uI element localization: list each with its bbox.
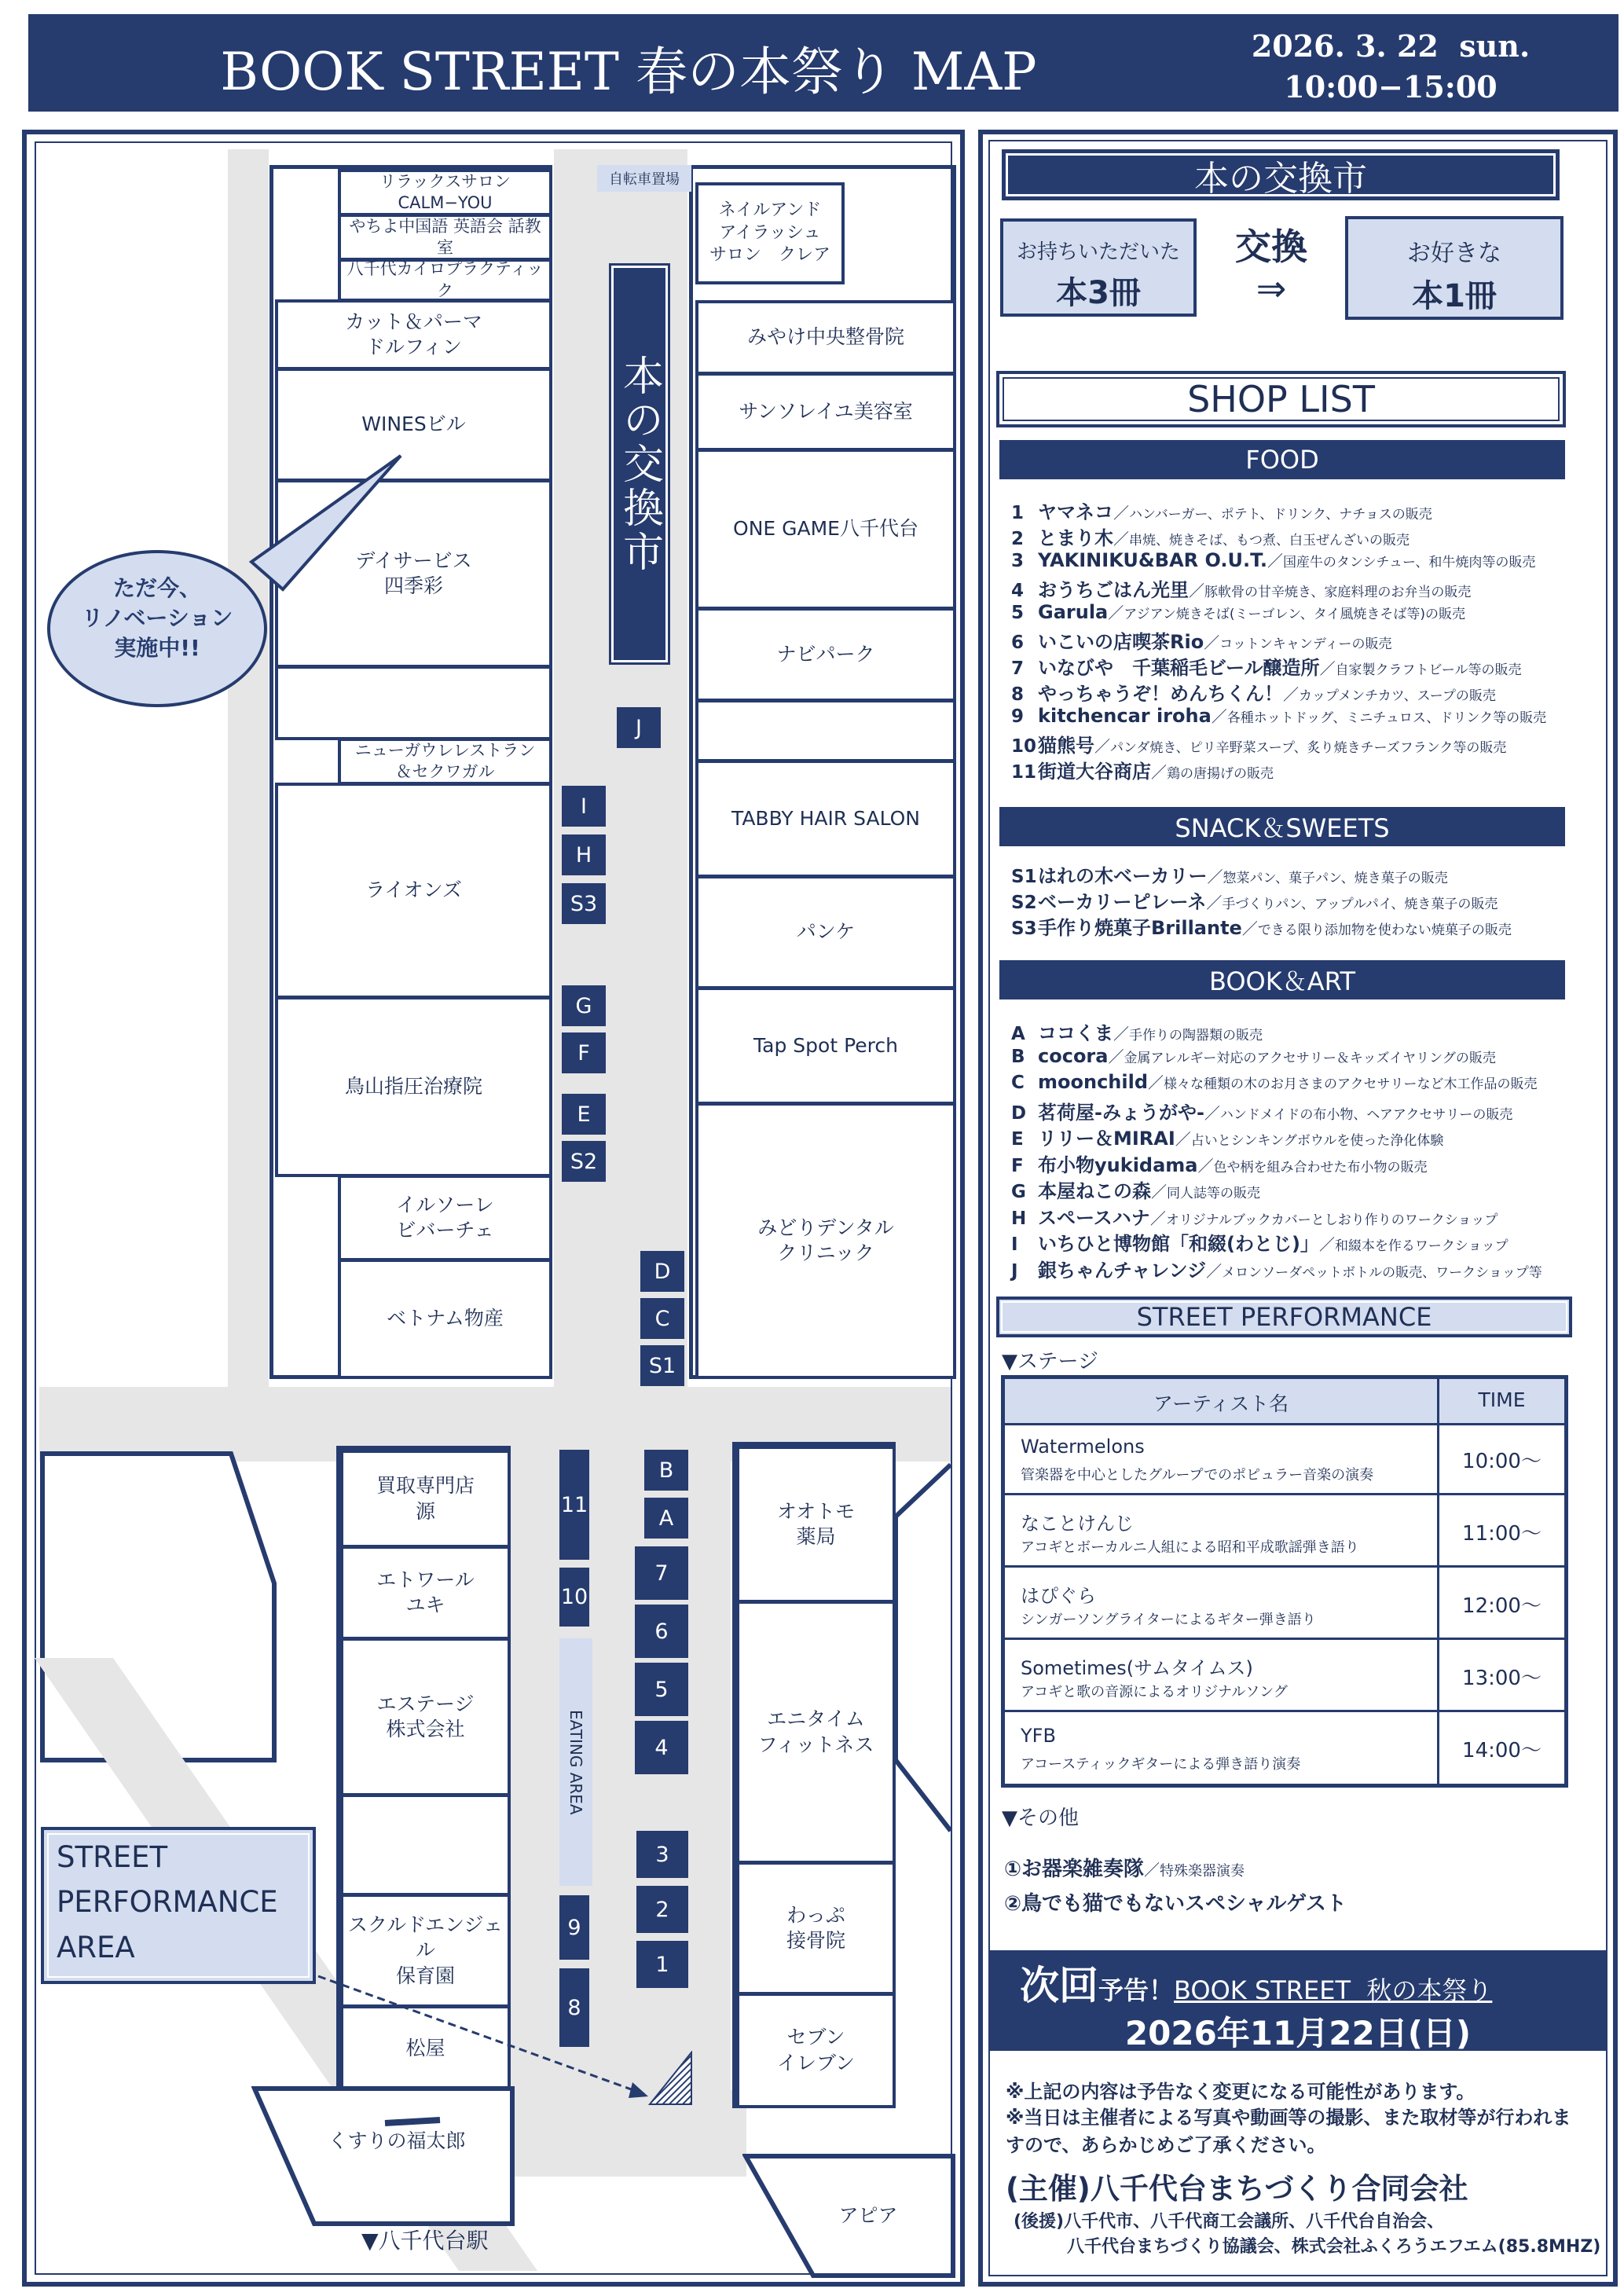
food-item <box>1011 704 1546 727</box>
item-name: 猫熊号 <box>1038 735 1094 757</box>
stage-row <box>1005 1640 1564 1712</box>
food-item <box>1011 548 1535 571</box>
stage-time: 13:00〜 <box>1462 1667 1542 1690</box>
marker-s3: S3 <box>562 883 606 924</box>
item-name: 手作り焼菓子Brillante <box>1038 917 1242 939</box>
item-number: 9 <box>1011 706 1025 727</box>
snack-item <box>1011 912 1512 940</box>
food-item <box>1011 626 1392 654</box>
stage-artist: Sometimes(サムタイムス) <box>1021 1657 1253 1679</box>
book-exchange-sign <box>611 266 668 662</box>
stage-desc: 管楽器を中心としたグループでのポピュラー音楽の演奏 <box>1021 1467 1374 1484</box>
renovation-bubble-text: ただ今、 リノベーション 実施中!! <box>81 575 233 661</box>
item-desc: 豚軟骨の甘辛焼き、家庭料理のお弁当の販売 <box>1204 585 1472 600</box>
food-item <box>1011 600 1465 623</box>
item-separator: ／ <box>1204 1103 1220 1123</box>
item-separator: ／ <box>1283 685 1299 704</box>
stage-row <box>1005 1712 1564 1784</box>
exchange-right-top: お好きな <box>1407 240 1501 267</box>
shop-tap-spot: Tap Spot Perch <box>695 987 956 1105</box>
marker-g: G <box>562 985 606 1026</box>
item-name: cocora <box>1038 1044 1109 1067</box>
stage-table <box>1001 1375 1568 1788</box>
item-desc: ハンバーガー、ポテト、ドリンク、ナチョスの販売 <box>1129 507 1432 523</box>
item-name: YAKINIKU&BAR O.U.T. <box>1038 549 1267 571</box>
item-number: E <box>1011 1129 1024 1150</box>
exchange-right-main: 本1冊 <box>1412 278 1497 314</box>
item-name: 街道大谷商店 <box>1038 761 1151 783</box>
next-notice: 予告！ <box>1098 1975 1175 2005</box>
shop-etoile: エトワール ユキ <box>340 1546 511 1640</box>
shop-matsuya: 松屋 <box>340 2005 511 2092</box>
shop-chiropractic: 八千代カイロプラクティック <box>338 259 552 302</box>
page-title: BOOK STREET 春の本祭り MAP <box>220 41 1037 102</box>
snack-item <box>1011 886 1498 914</box>
item-separator: ／ <box>1206 1261 1223 1281</box>
item-name: いちひと博物館「和綴(わとじ)」 <box>1038 1233 1319 1255</box>
road-left-vertical <box>228 149 269 1391</box>
item-desc: 惣菜パン、菓子パン、焼き菓子の販売 <box>1223 871 1448 886</box>
stage-row <box>1005 1495 1564 1568</box>
shop-ootomo: オオトモ 薬局 <box>736 1446 896 1603</box>
item-desc: 占いとシンキングボウルを使った浄化体験 <box>1190 1133 1444 1149</box>
item-name: 銀ちゃんチャレンジ <box>1038 1259 1207 1282</box>
book-item <box>1011 1150 1428 1177</box>
stage-artist: YFB <box>1021 1725 1056 1747</box>
marker-a: A <box>644 1498 688 1539</box>
other-item-1-name: ①お器楽雑奏隊 <box>1004 1858 1145 1881</box>
item-desc: 鶏の唐揚げの販売 <box>1167 766 1274 782</box>
book-item <box>1011 1097 1512 1124</box>
other-item-1-desc: 特殊楽器演奏 <box>1160 1863 1245 1880</box>
shop-navipark: ナビパーク <box>695 607 956 702</box>
shop-toriyama: 鳥山指圧治療院 <box>275 996 552 1177</box>
marker-7: 7 <box>635 1546 688 1600</box>
item-separator: ／ <box>1094 737 1110 756</box>
shop-apia: アピア <box>838 2204 898 2227</box>
item-number: 5 <box>1011 603 1025 623</box>
eating-area-label: EATING AREA <box>566 1709 585 1815</box>
book-item <box>1011 1018 1263 1045</box>
item-desc: 和綴本を作るワークショップ <box>1334 1238 1509 1254</box>
item-name: いなびや 千葉稲毛ビール醸造所 <box>1038 657 1320 679</box>
event-date: 2026. 3. 22 sun. <box>1251 28 1531 64</box>
item-number: F <box>1011 1155 1024 1176</box>
item-separator: ／ <box>1204 633 1220 652</box>
next-event-line1 <box>1020 1954 1601 2008</box>
item-separator: ／ <box>1241 919 1258 938</box>
item-number: H <box>1011 1208 1027 1229</box>
item-desc: 同人誌等の販売 <box>1167 1186 1260 1201</box>
marker-s2: S2 <box>562 1141 606 1182</box>
exchange-right-box <box>1345 216 1564 320</box>
other-item-1-sep: ／ <box>1144 1861 1160 1880</box>
item-number: 6 <box>1011 633 1025 653</box>
snack-item <box>1011 860 1448 888</box>
exchange-arrow: ⇒ <box>1256 267 1287 310</box>
item-number: S1 <box>1011 867 1037 887</box>
station-label: ▼八千代台駅 <box>361 2228 489 2254</box>
shop-list-title: SHOP LIST <box>996 371 1566 427</box>
item-number: 10 <box>1011 736 1037 757</box>
food-item <box>1011 523 1410 550</box>
book-item <box>1011 1202 1498 1230</box>
stage-time: 12:00〜 <box>1462 1594 1542 1618</box>
book-item <box>1011 1123 1443 1150</box>
stage-artist: はぴぐら <box>1021 1585 1096 1607</box>
item-separator: ／ <box>1113 530 1129 548</box>
item-name: kitchencar iroha <box>1038 705 1212 727</box>
item-name: やっちゃうぞ！めんちくん！ <box>1038 683 1283 705</box>
item-desc: できる限り添加物を使わない焼菓子の販売 <box>1257 922 1512 938</box>
item-number: 11 <box>1011 762 1037 783</box>
item-separator: ／ <box>1211 707 1227 726</box>
item-name: moonchild <box>1038 1071 1149 1093</box>
shop-midori-dental: みどりデンタル クリニック <box>695 1102 956 1379</box>
stage-desc: シンガーソングライターによるギター弾き語り <box>1021 1612 1316 1628</box>
item-separator: ／ <box>1189 581 1204 600</box>
stage-desc: アコースティックギターによる弾き語り演奏 <box>1021 1756 1301 1773</box>
shop-lions: ライオンズ <box>275 783 552 999</box>
shop-il-sole: イルソーレ ビバーチェ <box>338 1175 552 1261</box>
item-desc: パンダ焼き、ピリ辛野菜スープ、炙り焼きチーズフランク等の販売 <box>1110 740 1507 756</box>
food-item <box>1011 652 1522 680</box>
marker-e: E <box>562 1094 606 1135</box>
item-number: S2 <box>1011 893 1037 913</box>
shop-newgaure-restaurant: ニューガウレレストラン ＆セクワガル <box>338 738 552 785</box>
note-1: ※上記の内容は予告なく変更になる可能性があります。 <box>1006 2081 1476 2103</box>
item-desc: ハンドメイドの布小物、ヘアアクセサリーの販売 <box>1219 1106 1513 1123</box>
eating-area <box>559 1638 592 1886</box>
item-number: 1 <box>1011 503 1025 523</box>
item-separator: ／ <box>1113 504 1129 523</box>
shop-skuld: スクルドエンジェル 保育園 <box>340 1894 511 2008</box>
book-item <box>1011 1070 1538 1093</box>
item-desc: メロンソーダペットボトルの販売、ワークショップ等 <box>1222 1264 1542 1281</box>
shop-miyake: みやけ中央整骨院 <box>695 300 956 375</box>
item-number: D <box>1011 1102 1027 1124</box>
shop-vietnam: ベトナム物産 <box>338 1259 552 1379</box>
item-name: おうちごはん光里 <box>1038 579 1189 601</box>
item-desc: 手作りの陶器類の販売 <box>1129 1028 1263 1043</box>
shop-fukutaro: くすりの福太郎 <box>328 2129 466 2152</box>
exchange-left-main: 本3冊 <box>1056 275 1141 311</box>
event-time: 10:00−15:00 <box>1284 69 1498 105</box>
item-number: 7 <box>1011 658 1025 679</box>
next-event-date: 2026年11月22日(日) <box>1124 2014 1472 2052</box>
other-item-2 <box>1004 1887 1554 1916</box>
item-desc: 金属アレルギー対応のアクセサリー＆キッズイヤリングの販売 <box>1124 1050 1496 1066</box>
marker-3: 3 <box>636 1831 688 1878</box>
item-separator: ／ <box>1108 1047 1124 1066</box>
marker-2: 2 <box>636 1886 688 1933</box>
item-separator: ／ <box>1207 867 1223 886</box>
next-big: 次回 <box>1020 1963 1098 2008</box>
shop-anytime: エニタイム フィットネス <box>736 1601 896 1864</box>
food-item <box>1011 497 1432 524</box>
item-name: Garula <box>1038 601 1109 623</box>
item-name: 茗荷屋-みょうがや- <box>1038 1101 1204 1124</box>
item-separator: ／ <box>1108 603 1124 622</box>
exchange-title: 本の交換市 <box>1002 149 1560 200</box>
book-item <box>1011 1176 1260 1203</box>
organizer-support-2: 八千代台まちづくり協議会、株式会社ふくろうエフエム(85.8MHZ) <box>1067 2237 1601 2257</box>
stage-time: 11:00〜 <box>1462 1522 1542 1546</box>
book-header: BOOK＆ART <box>999 960 1565 999</box>
item-separator: ／ <box>1148 1073 1164 1092</box>
item-separator: ／ <box>1151 1183 1167 1201</box>
item-name: 布小物yukidama <box>1038 1154 1198 1176</box>
marker-6: 6 <box>635 1605 688 1658</box>
marker-j: J <box>617 707 661 748</box>
item-number: I <box>1011 1234 1018 1255</box>
stage-time: 10:00〜 <box>1462 1450 1542 1473</box>
shop-tabby: TABBY HAIR SALON <box>695 760 956 878</box>
other-item-1 <box>1004 1853 1554 1881</box>
empty-lot-right <box>695 699 956 762</box>
organizer-support-1: (後援)八千代市、八千代商工会議所、八千代台自治会、 <box>1014 2212 1445 2232</box>
item-number: 2 <box>1011 529 1025 549</box>
shop-calm-you: リラックスサロン CALM−YOU <box>338 169 552 216</box>
food-header: FOOD <box>999 440 1565 479</box>
marker-10: 10 <box>559 1568 589 1627</box>
item-desc: コットンキャンディーの販売 <box>1219 636 1392 652</box>
organizer-main: (主催)八千代台まちづくり合同会社 <box>1006 2172 1468 2206</box>
item-separator: ／ <box>1197 1156 1214 1176</box>
shop-wines-building: WINESビル <box>275 368 552 482</box>
item-separator: ／ <box>1149 1209 1166 1228</box>
item-separator: ／ <box>1267 552 1283 570</box>
marker-b: B <box>644 1450 688 1491</box>
empty-lot-lower <box>340 1794 511 1896</box>
col-artist: アーティスト名 <box>1153 1392 1289 1415</box>
shop-wappu: わっぷ 接骨院 <box>736 1861 896 1995</box>
stage-label: ▼ステージ <box>1002 1350 1098 1374</box>
item-name: いこいの店喫茶Rio <box>1038 631 1204 653</box>
shop-gen: 買取専門店 源 <box>340 1450 511 1548</box>
item-number: A <box>1011 1024 1025 1044</box>
next-event-link[interactable]: BOOK STREET 秋の本祭り <box>1174 1975 1493 2005</box>
marker-s1: S1 <box>640 1345 684 1386</box>
item-separator: ／ <box>1206 893 1223 912</box>
item-desc: オリジナルブックカバーとしおり作りのワークショップ <box>1165 1212 1498 1228</box>
marker-f: F <box>562 1032 606 1073</box>
food-item <box>1011 730 1506 757</box>
marker-d: D <box>640 1251 684 1292</box>
stage-table-header <box>1005 1379 1564 1425</box>
item-name: リリー＆MIRAI <box>1038 1128 1175 1150</box>
stage-desc: アコギとボーカルニ人組による昭和平成歌謡弾き語り <box>1021 1539 1359 1556</box>
bicycle-parking-label: 自転車置場 <box>597 165 691 192</box>
item-name: 本屋ねこの森 <box>1038 1180 1151 1202</box>
other-item-2-name: ②鳥でも猫でもないスペシャルゲスト <box>1004 1892 1347 1916</box>
item-separator: ／ <box>1175 1130 1191 1149</box>
book-item <box>1011 1044 1496 1067</box>
book-item <box>1011 1255 1542 1282</box>
performance-area-arrow <box>314 1964 660 2106</box>
item-desc: 自家製クラフトビール等の販売 <box>1335 662 1522 678</box>
item-name: ココくま <box>1038 1022 1113 1044</box>
item-number: C <box>1011 1073 1025 1093</box>
shop-sunsoleil: サンソレイユ美容室 <box>695 372 956 451</box>
item-desc: 串焼、焼きそば、もつ煮、白玉ぜんざいの販売 <box>1129 533 1410 548</box>
food-item <box>1011 574 1471 602</box>
book-item <box>1011 1228 1509 1256</box>
item-desc: 色や柄を組み合わせた布小物の販売 <box>1213 1159 1428 1176</box>
item-name: とまり木 <box>1038 527 1113 549</box>
item-number: B <box>1011 1046 1025 1067</box>
item-name: ベーカリーピレーネ <box>1038 891 1207 913</box>
exchange-left-top: お持ちいただいた <box>1016 240 1180 264</box>
item-separator: ／ <box>1319 659 1336 678</box>
item-separator: ／ <box>1151 763 1167 782</box>
shop-dolphin: カット＆パーマ ドルフィン <box>275 299 552 370</box>
performance-area-label: STREET PERFORMANCE AREA <box>57 1840 278 1964</box>
marker-11: 11 <box>559 1450 589 1560</box>
marker-1: 1 <box>636 1941 688 1988</box>
marker-i: I <box>562 786 606 827</box>
shop-estage: エステージ 株式会社 <box>340 1638 511 1796</box>
exchange-mid-top: 交換 <box>1235 226 1307 268</box>
note-2: ※当日は主催者による写真や動画等の撮影、また取材等が行われますので、あらかじめご了承ください。 <box>1006 2107 1571 2156</box>
item-name: ヤマネコ <box>1038 501 1113 523</box>
stage-row <box>1005 1423 1564 1495</box>
stage-artist: なことけんじ <box>1021 1513 1134 1535</box>
marker-5: 5 <box>635 1663 688 1716</box>
marker-h: H <box>562 834 606 875</box>
item-desc: 国産牛のタンシチュー、和牛焼肉等の販売 <box>1282 555 1536 570</box>
stage-artist: Watermelons <box>1021 1436 1145 1458</box>
food-item <box>1011 678 1496 706</box>
performance-title: STREET PERFORMANCE <box>996 1297 1572 1337</box>
item-separator: ／ <box>1113 1025 1129 1043</box>
item-desc: アジアン焼きそば(ミーゴレン、タイ風焼きそば等)の販売 <box>1124 607 1466 622</box>
shop-yachiyo-chinese: やちよ中国語 英語会 話教室 <box>338 214 552 261</box>
item-desc: カップメンチカツ、スープの販売 <box>1299 688 1496 704</box>
item-number: J <box>1011 1260 1018 1282</box>
book-exchange-sign-label: 本の交換市 <box>615 354 663 574</box>
shop-claire: ネイルアンド アイラッシュ サロン クレア <box>695 182 845 284</box>
shop-seven-eleven: セブン イレブン <box>736 1993 896 2108</box>
lower-right-building <box>884 1462 955 1894</box>
item-number: G <box>1011 1182 1026 1202</box>
stage-desc: アコギと歌の音源によるオリジナルソング <box>1021 1684 1288 1700</box>
item-number: S3 <box>1011 919 1037 939</box>
marker-c: C <box>640 1298 684 1339</box>
marker-8: 8 <box>559 1968 589 2047</box>
col-time: TIME <box>1478 1388 1526 1411</box>
marker-4: 4 <box>635 1721 688 1774</box>
item-number: 4 <box>1011 581 1025 601</box>
marker-9: 9 <box>559 1895 589 1960</box>
item-separator: ／ <box>1318 1235 1335 1254</box>
shop-one-game: ONE GAME八千代台 <box>695 449 956 610</box>
item-number: 8 <box>1011 684 1025 705</box>
stage-row <box>1005 1568 1564 1640</box>
item-number: 3 <box>1011 551 1025 571</box>
shop-day-service: デイサービス 四季彩 <box>275 479 552 668</box>
shop-panke: パンケ <box>695 875 956 989</box>
item-desc: 各種ホットドッグ、ミニチュロス、ドリンク等の販売 <box>1226 710 1547 726</box>
other-label: ▼その他 <box>1002 1806 1079 1830</box>
exchange-left-box <box>1000 218 1197 317</box>
item-name: はれの木ベーカリー <box>1038 865 1208 887</box>
snack-header: SNACK＆SWEETS <box>999 807 1565 846</box>
stage-time: 14:00〜 <box>1462 1739 1542 1762</box>
item-name: スペースハナ <box>1038 1206 1150 1229</box>
item-desc: 様々な種類の木のお月さまのアクセサリーなど木工作品の販売 <box>1164 1076 1538 1092</box>
item-desc: 手づくりパン、アップルパイ、焼き菓子の販売 <box>1222 897 1498 912</box>
food-item <box>1011 756 1274 783</box>
